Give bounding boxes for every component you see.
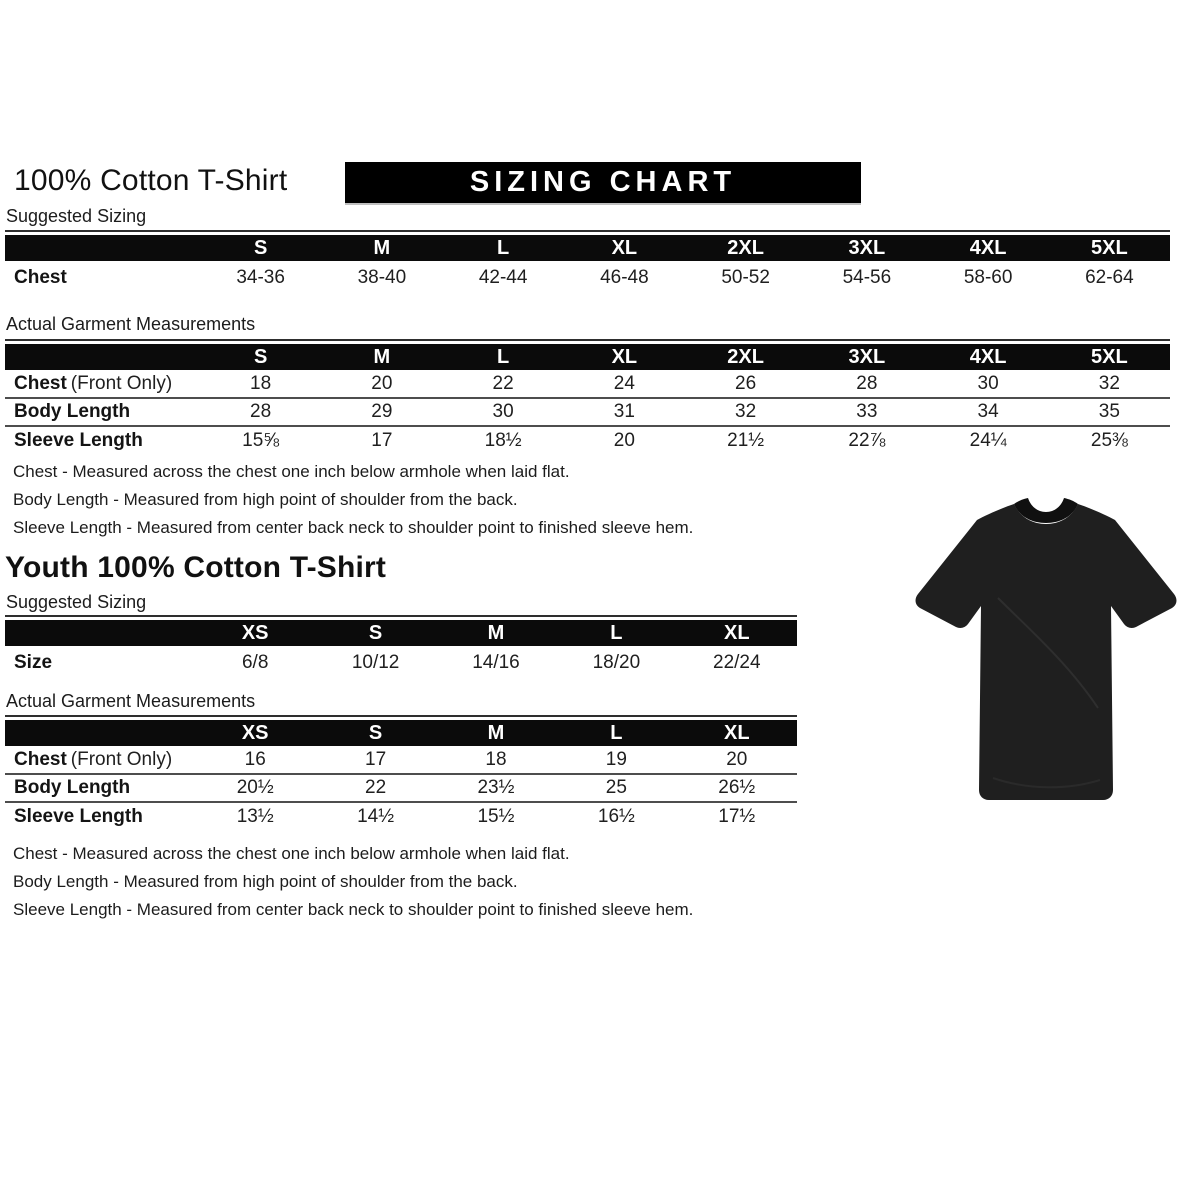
row-label-cell bbox=[5, 746, 195, 774]
size-cell: 32 bbox=[1098, 372, 1120, 394]
adult-suggested-sizing-table-wrap bbox=[5, 230, 1170, 294]
row-label: Sleeve Length bbox=[14, 805, 143, 827]
row-label: Body Length bbox=[14, 777, 131, 798]
row-label-cell bbox=[5, 398, 200, 426]
size-cell: 34 bbox=[928, 398, 1049, 426]
size-cell: 50-52 bbox=[721, 266, 770, 288]
column-header: 3XL bbox=[806, 235, 927, 261]
youth-suggested-sizing-table bbox=[5, 620, 797, 679]
column-header: M bbox=[436, 620, 556, 646]
size-cell: 18 bbox=[250, 372, 272, 394]
size-cell: 24¼ bbox=[928, 426, 1049, 454]
note-line: Chest - Measured across the chest one inch below armhole when laid flat. bbox=[13, 462, 570, 481]
table-header-row bbox=[5, 620, 797, 646]
size-cell: 62-64 bbox=[1085, 266, 1134, 288]
empty-header-cell bbox=[5, 720, 195, 746]
size-cell: 25⅜ bbox=[1049, 426, 1170, 454]
table-row bbox=[5, 746, 797, 774]
size-cell: 26 bbox=[735, 372, 757, 394]
adult-measurement-notes bbox=[13, 458, 693, 542]
empty-header-cell bbox=[5, 235, 200, 261]
column-header: M bbox=[436, 720, 556, 746]
table-row bbox=[5, 774, 797, 802]
size-cell: 28 bbox=[200, 398, 321, 426]
size-cell: 19 bbox=[605, 748, 627, 770]
row-label: Body Length bbox=[14, 401, 131, 422]
size-cell: 10/12 bbox=[351, 651, 400, 673]
size-cell: 22 bbox=[315, 774, 435, 802]
size-cell: 18/20 bbox=[592, 651, 641, 673]
size-cell: 22⅞ bbox=[806, 426, 927, 454]
note-line: Sleeve Length - Measured from center back neck to shoulder point to finished sleeve hem. bbox=[13, 518, 694, 537]
size-cell: 18 bbox=[485, 748, 507, 770]
column-header: S bbox=[200, 235, 321, 261]
size-cell: 17½ bbox=[677, 802, 797, 830]
size-cell: 25 bbox=[556, 774, 676, 802]
size-cell: 20 bbox=[564, 426, 685, 454]
size-cell: 13½ bbox=[195, 802, 315, 830]
column-header: L bbox=[443, 344, 564, 370]
row-label: Chest bbox=[14, 748, 67, 770]
size-cell: 28 bbox=[856, 372, 878, 394]
row-label-cell bbox=[5, 426, 200, 454]
row-label-cell bbox=[5, 646, 195, 679]
adult-measurements-table bbox=[5, 344, 1170, 454]
size-cell: 6/8 bbox=[241, 651, 269, 673]
size-cell: 24 bbox=[613, 372, 635, 394]
row-label: Size bbox=[14, 651, 53, 673]
size-cell: 21½ bbox=[685, 426, 806, 454]
size-cell: 22/24 bbox=[713, 651, 761, 673]
note-line: Body Length - Measured from high point of shoulder from the back. bbox=[13, 872, 518, 891]
size-cell: 33 bbox=[806, 398, 927, 426]
table-row bbox=[5, 398, 1170, 426]
tshirt-image bbox=[898, 478, 1194, 813]
row-label: Chest bbox=[14, 372, 67, 394]
column-header: L bbox=[556, 720, 676, 746]
size-cell: 54-56 bbox=[842, 266, 892, 288]
size-cell: 35 bbox=[1049, 398, 1170, 426]
size-cell: 30 bbox=[977, 372, 999, 394]
size-cell: 31 bbox=[564, 398, 685, 426]
table-row bbox=[5, 802, 797, 830]
size-cell: 26½ bbox=[677, 774, 797, 802]
table-row bbox=[5, 370, 1170, 398]
column-header: XL bbox=[677, 720, 797, 746]
note-line: Chest - Measured across the chest one inch below armhole when laid flat. bbox=[13, 844, 570, 863]
size-cell: 20½ bbox=[195, 774, 315, 802]
empty-header-cell bbox=[5, 620, 195, 646]
row-label: Chest bbox=[14, 266, 67, 288]
adult-section-heading: 100% Cotton T-Shirt bbox=[14, 164, 288, 197]
table-row bbox=[5, 261, 1170, 294]
row-label-cell bbox=[5, 370, 200, 398]
column-header: 2XL bbox=[685, 344, 806, 370]
column-header: XL bbox=[677, 620, 797, 646]
size-cell: 42-44 bbox=[478, 266, 528, 288]
size-cell: 32 bbox=[685, 398, 806, 426]
note-line: Body Length - Measured from high point of shoulder from the back. bbox=[13, 490, 518, 509]
empty-header-cell bbox=[5, 344, 200, 370]
adult-suggested-sizing-label: Suggested Sizing bbox=[6, 206, 147, 226]
adult-suggested-sizing-table bbox=[5, 235, 1170, 294]
youth-measurements-table-wrap bbox=[5, 715, 797, 830]
size-cell: 17 bbox=[321, 426, 442, 454]
column-header: 5XL bbox=[1049, 235, 1170, 261]
size-cell: 46-48 bbox=[600, 266, 649, 288]
size-cell: 30 bbox=[443, 398, 564, 426]
size-cell: 34-36 bbox=[236, 266, 285, 288]
column-header: M bbox=[321, 344, 442, 370]
size-cell: 22 bbox=[492, 372, 514, 394]
table-row bbox=[5, 426, 1170, 454]
table-header-row bbox=[5, 720, 797, 746]
column-header: 2XL bbox=[685, 235, 806, 261]
column-header: S bbox=[315, 620, 435, 646]
youth-measurements-label: Actual Garment Measurements bbox=[6, 691, 256, 711]
size-cell: 16 bbox=[244, 748, 266, 770]
adult-measurements-label: Actual Garment Measurements bbox=[6, 314, 256, 334]
row-label-suffix: (Front Only) bbox=[70, 372, 173, 394]
size-cell: 17 bbox=[365, 748, 387, 770]
column-header: 5XL bbox=[1049, 344, 1170, 370]
size-cell: 16½ bbox=[556, 802, 676, 830]
size-cell: 15½ bbox=[436, 802, 556, 830]
size-cell: 58-60 bbox=[963, 266, 1013, 288]
sizing-chart-banner: SIZING CHART bbox=[345, 162, 861, 203]
table-header-row bbox=[5, 235, 1170, 261]
size-cell: 18½ bbox=[443, 426, 564, 454]
row-label: Sleeve Length bbox=[14, 429, 143, 451]
row-label-cell bbox=[5, 802, 195, 830]
table-header-row bbox=[5, 344, 1170, 370]
size-cell: 23½ bbox=[436, 774, 556, 802]
column-header: M bbox=[321, 235, 442, 261]
column-header: XL bbox=[564, 235, 685, 261]
tshirt-silhouette-svg bbox=[898, 478, 1194, 808]
column-header: XS bbox=[195, 720, 315, 746]
size-cell: 29 bbox=[321, 398, 442, 426]
youth-section-heading: Youth 100% Cotton T-Shirt bbox=[5, 551, 387, 584]
adult-measurements-table-wrap bbox=[5, 339, 1170, 454]
size-cell: 14/16 bbox=[472, 651, 520, 673]
column-header: 3XL bbox=[806, 344, 927, 370]
size-cell: 38-40 bbox=[357, 266, 407, 288]
column-header: 4XL bbox=[928, 344, 1049, 370]
youth-suggested-sizing-table-wrap bbox=[5, 615, 797, 679]
size-cell: 20 bbox=[371, 372, 393, 394]
row-label-cell bbox=[5, 774, 195, 802]
size-cell: 14½ bbox=[315, 802, 435, 830]
column-header: 4XL bbox=[928, 235, 1049, 261]
size-cell: 20 bbox=[726, 748, 748, 770]
column-header: XL bbox=[564, 344, 685, 370]
column-header: S bbox=[200, 344, 321, 370]
table-row bbox=[5, 646, 797, 679]
size-cell: 15⅝ bbox=[200, 426, 321, 454]
row-label-cell bbox=[5, 261, 200, 294]
tshirt-body-shape bbox=[916, 504, 1177, 800]
column-header: L bbox=[556, 620, 676, 646]
column-header: L bbox=[443, 235, 564, 261]
column-header: S bbox=[315, 720, 435, 746]
youth-measurement-notes bbox=[13, 840, 693, 924]
youth-suggested-sizing-label: Suggested Sizing bbox=[6, 592, 147, 612]
youth-measurements-table bbox=[5, 720, 797, 830]
row-label-suffix: (Front Only) bbox=[70, 748, 173, 770]
note-line: Sleeve Length - Measured from center back neck to shoulder point to finished sleeve hem. bbox=[13, 900, 694, 919]
column-header: XS bbox=[195, 620, 315, 646]
